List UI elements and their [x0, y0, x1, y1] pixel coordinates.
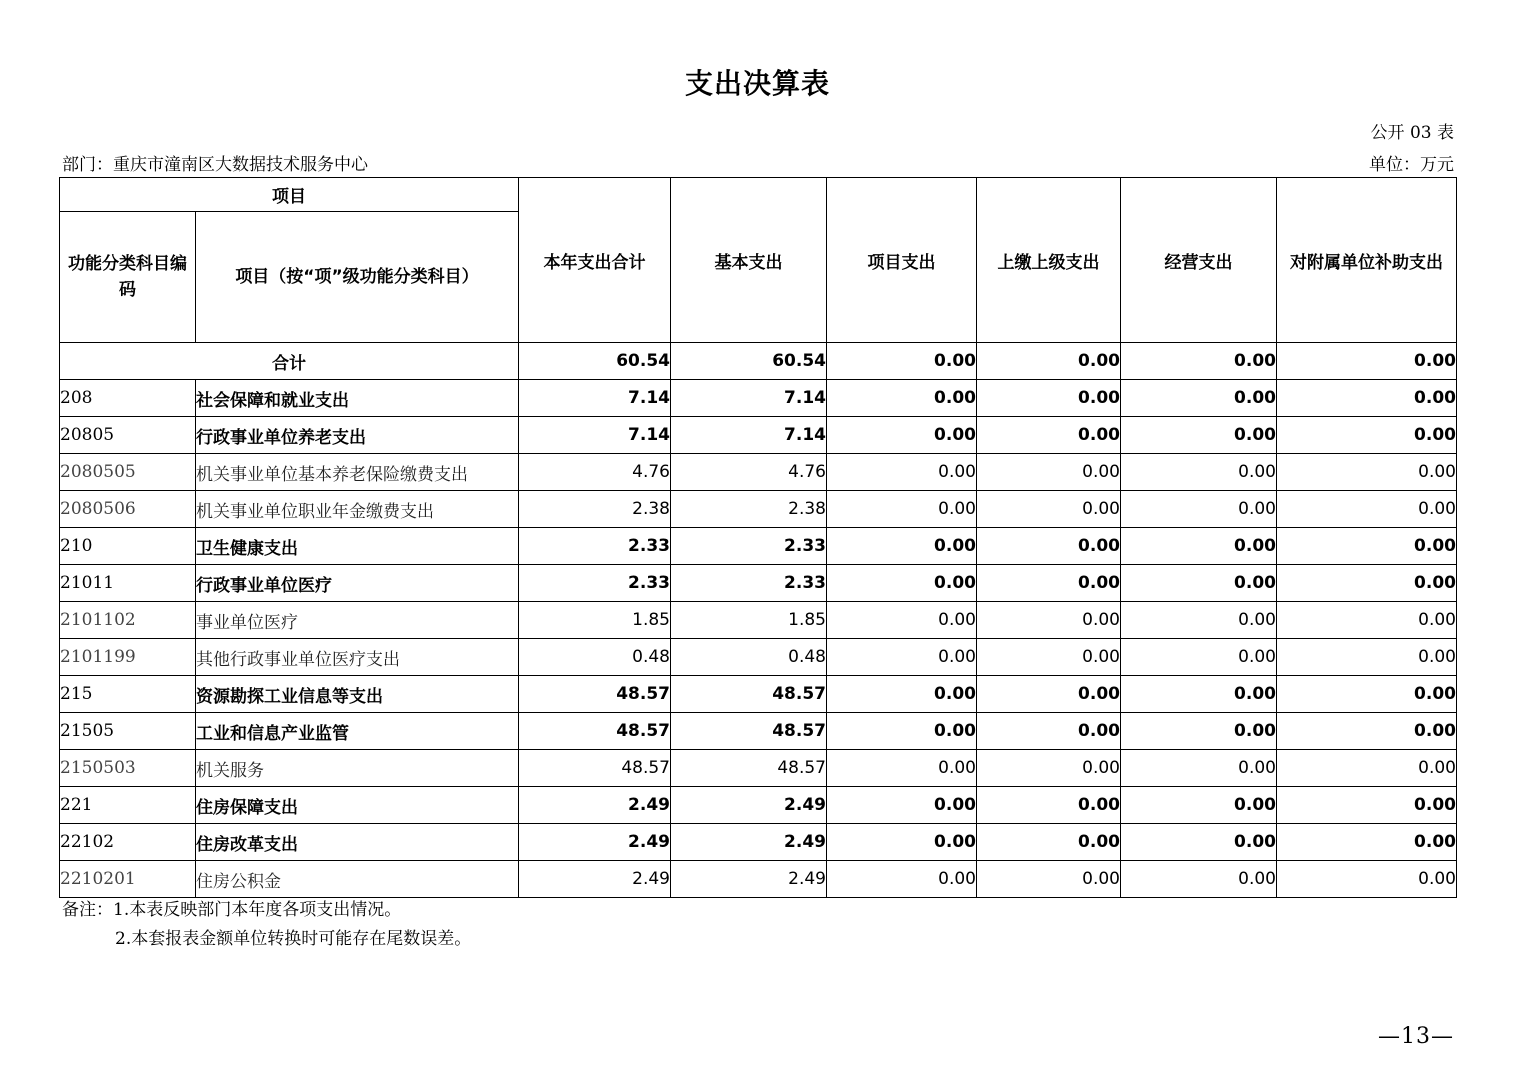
row-name: 机关服务: [196, 750, 519, 787]
row-value: 0.00: [1121, 824, 1277, 861]
row-value: 0.00: [1121, 787, 1277, 824]
row-value: 2.49: [671, 787, 827, 824]
total-value: 60.54: [671, 343, 827, 380]
table-row: [60, 824, 1457, 861]
form-number: 公开 03 表: [1370, 123, 1454, 143]
row-value: 2.33: [519, 565, 671, 602]
row-value: 0.00: [827, 676, 977, 713]
row-value: 0.00: [977, 417, 1121, 454]
row-value: 2.49: [519, 824, 671, 861]
row-code: 210: [60, 528, 196, 565]
row-value: 2.38: [519, 491, 671, 528]
row-value: 7.14: [671, 380, 827, 417]
row-value: 2.33: [671, 565, 827, 602]
row-value: 0.00: [977, 454, 1121, 491]
row-value: 0.00: [1121, 750, 1277, 787]
row-value: 48.57: [671, 676, 827, 713]
row-value: 0.00: [977, 861, 1121, 898]
row-value: 0.00: [827, 750, 977, 787]
page-number: —13—: [1378, 1024, 1454, 1049]
row-value: 0.00: [977, 750, 1121, 787]
row-value: 2.49: [519, 861, 671, 898]
row-value: 48.57: [519, 713, 671, 750]
row-value: 0.00: [827, 454, 977, 491]
row-value: 0.00: [1277, 787, 1457, 824]
row-code: 20805: [60, 417, 196, 454]
note-line-1: 备注：1.本表反映部门本年度各项支出情况。: [62, 900, 402, 920]
row-value: 0.00: [1277, 380, 1457, 417]
table-row: [60, 528, 1457, 565]
row-value: 48.57: [519, 676, 671, 713]
row-value: 0.48: [671, 639, 827, 676]
row-value: 0.00: [827, 824, 977, 861]
row-value: 0.00: [1277, 417, 1457, 454]
row-code: 22102: [60, 824, 196, 861]
row-value: 48.57: [671, 750, 827, 787]
table-row: [60, 602, 1457, 639]
row-name: 其他行政事业单位医疗支出: [196, 639, 519, 676]
header-business-expenditure: 经营支出: [1121, 178, 1277, 343]
total-value: 60.54: [519, 343, 671, 380]
row-value: 0.00: [1121, 491, 1277, 528]
row-name: 机关事业单位基本养老保险缴费支出: [196, 454, 519, 491]
table-row: [60, 380, 1457, 417]
row-value: 0.00: [1121, 602, 1277, 639]
row-value: 0.00: [1121, 380, 1277, 417]
table-row: [60, 491, 1457, 528]
row-value: 0.00: [1277, 528, 1457, 565]
row-value: 0.00: [977, 787, 1121, 824]
unit-label: 单位：万元: [1369, 155, 1454, 175]
row-value: 2.33: [519, 528, 671, 565]
row-name: 社会保障和就业支出: [196, 380, 519, 417]
row-name: 住房保障支出: [196, 787, 519, 824]
table-row: [60, 676, 1457, 713]
total-value: 0.00: [1121, 343, 1277, 380]
department-label: 部门：重庆市潼南区大数据技术服务中心: [62, 155, 368, 175]
row-value: 48.57: [519, 750, 671, 787]
row-name: 住房改革支出: [196, 824, 519, 861]
row-value: 48.57: [671, 713, 827, 750]
header-subsidy-expenditure: 对附属单位补助支出: [1277, 178, 1457, 343]
row-value: 0.00: [827, 491, 977, 528]
row-value: 0.00: [827, 528, 977, 565]
row-code: 2101102: [60, 602, 196, 639]
header-project-group: 项目: [60, 178, 519, 212]
table-row: [60, 787, 1457, 824]
header-basic-expenditure: 基本支出: [671, 178, 827, 343]
table-row: [60, 454, 1457, 491]
row-name: 事业单位医疗: [196, 602, 519, 639]
document-title: 支出决算表: [684, 67, 830, 100]
row-code: 221: [60, 787, 196, 824]
row-code: 2210201: [60, 861, 196, 898]
total-row: [60, 343, 1457, 380]
total-value: 0.00: [977, 343, 1121, 380]
row-value: 0.00: [1121, 565, 1277, 602]
row-value: 0.00: [1277, 639, 1457, 676]
row-value: 0.00: [1277, 602, 1457, 639]
row-value: 0.00: [827, 861, 977, 898]
row-value: 0.00: [1277, 750, 1457, 787]
total-value: 0.00: [1277, 343, 1457, 380]
header-upper-level-expenditure: 上缴上级支出: [977, 178, 1121, 343]
table-row: [60, 861, 1457, 898]
row-value: 0.00: [977, 528, 1121, 565]
row-value: 0.00: [1277, 491, 1457, 528]
row-value: 0.00: [1121, 528, 1277, 565]
row-name: 行政事业单位养老支出: [196, 417, 519, 454]
row-value: 1.85: [519, 602, 671, 639]
row-value: 2.33: [671, 528, 827, 565]
table-body: [60, 343, 1457, 898]
table-row: [60, 565, 1457, 602]
row-value: 0.00: [1277, 565, 1457, 602]
row-name: 工业和信息产业监管: [196, 713, 519, 750]
row-value: 0.00: [1121, 417, 1277, 454]
row-value: 2.49: [519, 787, 671, 824]
row-value: 0.00: [1277, 676, 1457, 713]
row-value: 0.00: [977, 639, 1121, 676]
row-value: 2.38: [671, 491, 827, 528]
row-value: 0.00: [1121, 861, 1277, 898]
row-code: 208: [60, 380, 196, 417]
row-value: 0.00: [1277, 861, 1457, 898]
row-code: 215: [60, 676, 196, 713]
row-value: 7.14: [519, 380, 671, 417]
row-name: 卫生健康支出: [196, 528, 519, 565]
header-project-expenditure: 项目支出: [827, 178, 977, 343]
row-code: 2080505: [60, 454, 196, 491]
row-value: 2.49: [671, 861, 827, 898]
header-item-name: 项目（按“项”级功能分类科目）: [196, 212, 519, 343]
row-value: 0.00: [827, 602, 977, 639]
table-row: [60, 713, 1457, 750]
row-value: 7.14: [671, 417, 827, 454]
row-code: 21505: [60, 713, 196, 750]
row-value: 0.00: [977, 602, 1121, 639]
row-name: 资源勘探工业信息等支出: [196, 676, 519, 713]
row-value: 1.85: [671, 602, 827, 639]
row-value: 0.00: [1277, 713, 1457, 750]
total-label: 合计: [60, 343, 519, 380]
row-value: 0.00: [1277, 824, 1457, 861]
row-name: 住房公积金: [196, 861, 519, 898]
row-value: 0.00: [977, 713, 1121, 750]
header-function-code: 功能分类科目编码: [60, 212, 196, 343]
row-value: 0.00: [1121, 676, 1277, 713]
row-name: 机关事业单位职业年金缴费支出: [196, 491, 519, 528]
row-value: 0.00: [1277, 454, 1457, 491]
total-value: 0.00: [827, 343, 977, 380]
row-value: 0.00: [827, 639, 977, 676]
header-total-expenditure: 本年支出合计: [519, 178, 671, 343]
row-value: 0.00: [827, 380, 977, 417]
row-value: 0.00: [977, 565, 1121, 602]
table-row: [60, 639, 1457, 676]
row-value: 4.76: [671, 454, 827, 491]
row-value: 0.00: [1121, 713, 1277, 750]
row-value: 0.00: [977, 676, 1121, 713]
row-value: 0.00: [827, 787, 977, 824]
row-value: 0.00: [1121, 639, 1277, 676]
row-value: 0.00: [977, 824, 1121, 861]
row-name: 行政事业单位医疗: [196, 565, 519, 602]
table-row: [60, 417, 1457, 454]
row-code: 21011: [60, 565, 196, 602]
row-value: 0.00: [827, 713, 977, 750]
row-value: 0.48: [519, 639, 671, 676]
row-code: 2101199: [60, 639, 196, 676]
row-value: 0.00: [1121, 454, 1277, 491]
row-code: 2150503: [60, 750, 196, 787]
row-value: 0.00: [977, 491, 1121, 528]
row-value: 0.00: [827, 565, 977, 602]
row-value: 0.00: [977, 380, 1121, 417]
row-code: 2080506: [60, 491, 196, 528]
expenditure-table: [59, 177, 1457, 898]
row-value: 0.00: [827, 417, 977, 454]
row-value: 4.76: [519, 454, 671, 491]
row-value: 7.14: [519, 417, 671, 454]
row-value: 2.49: [671, 824, 827, 861]
notes: [62, 896, 471, 954]
note-line-2: 2.本套报表金额单位转换时可能存在尾数误差。: [115, 929, 472, 949]
table-row: [60, 750, 1457, 787]
